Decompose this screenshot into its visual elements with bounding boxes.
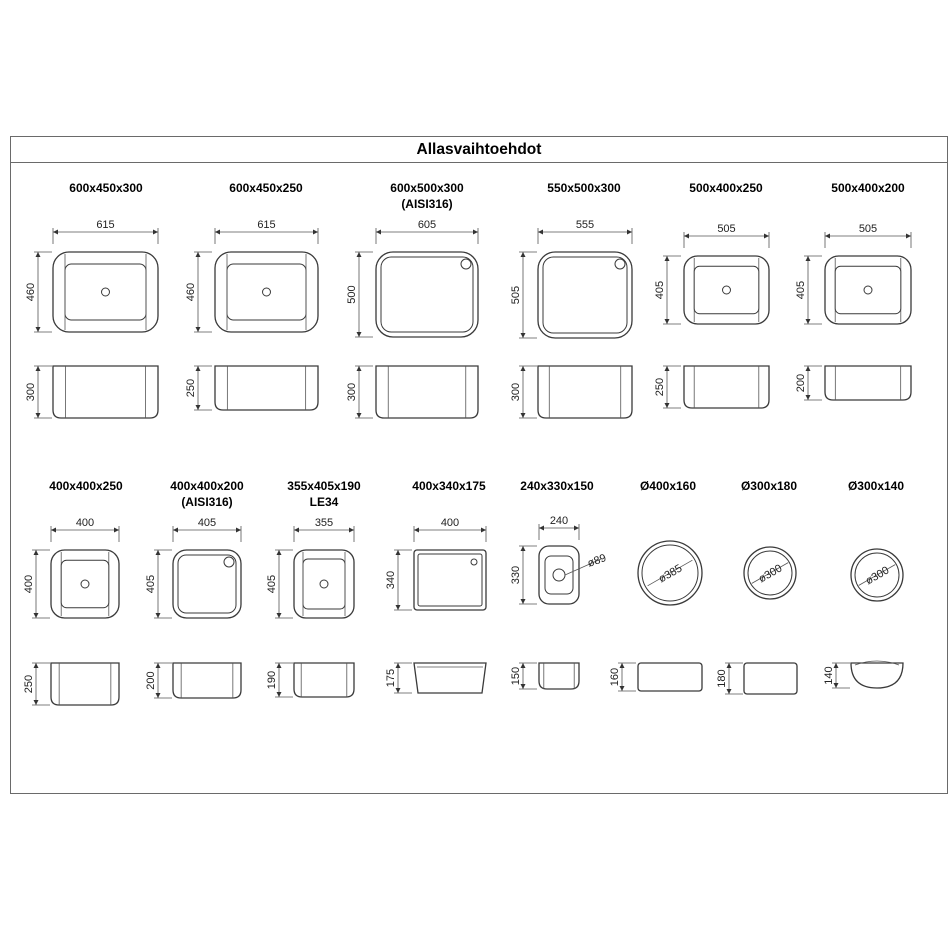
height-dimension: 180 (716, 669, 728, 688)
basin-side-view (414, 663, 486, 693)
arrow-head (277, 550, 282, 555)
sink-model-m2 (185, 181, 318, 410)
arrow-head (906, 234, 911, 239)
arrow-head (481, 528, 486, 533)
model-title: 600x500x300 (390, 181, 464, 195)
sink-model-m8 (145, 479, 244, 698)
depth-dimension: 340 (385, 570, 397, 590)
arrow-head (396, 663, 401, 668)
depth-dimension: 505 (510, 285, 522, 305)
sink-model-m5 (654, 181, 769, 408)
arrow-head (627, 230, 632, 235)
arrow-head (357, 252, 362, 257)
width-dimension: 400 (440, 517, 460, 529)
arrow-head (727, 663, 732, 668)
width-dimension: 615 (96, 219, 115, 231)
arrow-head (396, 550, 401, 555)
arrow-head (727, 689, 732, 694)
arrow-head (156, 663, 161, 668)
arrow-head (36, 327, 41, 332)
depth-dimension: 330 (510, 565, 522, 585)
arrow-head (665, 319, 670, 324)
height-dimension: 300 (346, 382, 358, 402)
sink-model-m4 (510, 181, 632, 418)
arrow-head (376, 230, 381, 235)
width-dimension: 605 (417, 219, 437, 231)
height-dimension: 150 (510, 666, 522, 686)
arrow-head (196, 252, 201, 257)
arrow-head (294, 528, 299, 533)
basin-side-view (215, 366, 318, 410)
arrow-head (215, 230, 220, 235)
arrow-head (806, 395, 811, 400)
model-title: Ø400x160 (639, 479, 697, 493)
sink-model-m14 (823, 479, 904, 688)
arrow-head (114, 528, 119, 533)
basin-side-view (294, 663, 354, 697)
arrow-head (173, 528, 178, 533)
arrow-head (521, 252, 526, 257)
width-dimension: 505 (717, 223, 736, 235)
arrow-head (34, 663, 39, 668)
width-dimension: 615 (257, 219, 276, 231)
model-title: 400x400x250 (49, 479, 123, 493)
height-dimension: 250 (185, 378, 197, 398)
sink-model-m9 (266, 479, 361, 697)
arrow-head (806, 256, 811, 261)
arrow-head (806, 319, 811, 324)
arrow-head (665, 256, 670, 261)
basin-side-view (538, 366, 632, 418)
sink-model-m1 (25, 181, 158, 418)
arrow-head (665, 403, 670, 408)
basin-side-view (825, 366, 911, 400)
arrow-head (349, 528, 354, 533)
arrow-head (825, 234, 830, 239)
arrow-head (357, 366, 362, 371)
arrow-head (357, 413, 362, 418)
height-dimension: 250 (23, 674, 35, 694)
sink-model-m7 (23, 479, 123, 705)
height-dimension: 300 (25, 382, 37, 402)
height-dimension: 250 (654, 377, 666, 397)
basin-side-view (173, 663, 241, 698)
basin-top-outline (173, 550, 241, 618)
arrow-head (521, 599, 526, 604)
arrow-head (538, 230, 543, 235)
height-dimension: 160 (609, 667, 621, 687)
model-title: 400x400x200 (170, 479, 244, 493)
arrow-head (196, 327, 201, 332)
arrow-head (665, 366, 670, 371)
arrow-head (313, 230, 318, 235)
arrow-head (396, 605, 401, 610)
arrow-head (539, 526, 544, 531)
arrow-head (473, 230, 478, 235)
sink-model-m3 (346, 181, 478, 418)
arrow-head (277, 663, 282, 668)
arrow-head (34, 550, 39, 555)
arrow-head (277, 613, 282, 618)
model-title: 600x450x300 (69, 181, 143, 195)
model-title: 500x400x250 (689, 181, 763, 195)
width-dimension: 240 (549, 515, 569, 527)
arrow-head (53, 230, 58, 235)
arrow-head (806, 366, 811, 371)
model-title: Ø300x140 (847, 479, 905, 493)
sink-model-m13 (716, 479, 797, 694)
arrow-head (684, 234, 689, 239)
arrow-head (156, 693, 161, 698)
drain-dimension: ø89 (585, 552, 608, 570)
height-dimension: 175 (385, 668, 397, 688)
depth-dimension: 460 (185, 282, 197, 302)
arrow-head (620, 663, 625, 668)
arrow-head (36, 366, 41, 371)
arrow-head (51, 528, 56, 533)
width-dimension: 355 (314, 517, 334, 529)
basin-side-view (53, 366, 158, 418)
arrow-head (236, 528, 241, 533)
model-title: 400x340x175 (412, 479, 486, 493)
arrow-head (521, 546, 526, 551)
arrow-head (36, 413, 41, 418)
depth-dimension: 405 (654, 280, 666, 300)
basin-side-view (851, 663, 903, 688)
arrow-head (574, 526, 579, 531)
depth-dimension: 460 (25, 282, 37, 302)
model-title: 500x400x200 (831, 181, 905, 195)
arrow-head (396, 688, 401, 693)
depth-dimension: 405 (145, 574, 157, 594)
diameter-dimension: ø300 (756, 562, 785, 586)
basin-side-view (744, 663, 797, 694)
arrow-head (521, 366, 526, 371)
depth-dimension: 500 (346, 285, 358, 304)
model-title: 550x500x300 (547, 181, 621, 195)
arrow-head (414, 528, 419, 533)
height-dimension: 200 (145, 671, 157, 690)
basin-top-outline (376, 252, 478, 337)
height-dimension: 140 (823, 666, 835, 685)
sink-model-m11 (510, 479, 608, 689)
depth-dimension: 405 (266, 574, 278, 594)
arrow-head (764, 234, 769, 239)
sheet-title: Allasvaihtoehdot (11, 137, 947, 163)
model-title: 240x330x150 (520, 479, 594, 493)
sink-model-m6 (795, 181, 911, 400)
basin-side-view (376, 366, 478, 418)
width-dimension: 555 (575, 219, 595, 231)
basin-side-view (51, 663, 119, 705)
arrow-head (156, 613, 161, 618)
width-dimension: 505 (858, 223, 878, 235)
width-dimension: 400 (75, 517, 95, 529)
model-title: LE34 (309, 495, 339, 509)
arrow-head (196, 366, 201, 371)
width-dimension: 405 (197, 517, 217, 529)
arrow-head (521, 413, 526, 418)
arrow-head (357, 332, 362, 337)
arrow-head (521, 333, 526, 338)
sink-model-m10 (385, 479, 486, 693)
sink-model-m12 (609, 479, 702, 691)
arrow-head (196, 405, 201, 410)
basin-top-outline (538, 252, 632, 338)
arrow-head (34, 613, 39, 618)
diameter-dimension: ø300 (863, 564, 892, 588)
depth-dimension: 400 (23, 574, 35, 594)
height-dimension: 300 (510, 382, 522, 402)
depth-dimension: 405 (795, 280, 807, 300)
model-title: 600x450x250 (229, 181, 303, 195)
model-title: (AISI316) (401, 197, 453, 211)
arrow-head (153, 230, 158, 235)
model-title: Ø300x180 (740, 479, 798, 493)
model-title: (AISI316) (181, 495, 233, 509)
arrow-head (34, 700, 39, 705)
basin-side-view (638, 663, 702, 691)
arrow-head (156, 550, 161, 555)
basin-side-view (684, 366, 769, 408)
arrow-head (36, 252, 41, 257)
diameter-dimension: ø385 (656, 562, 685, 586)
basin-side-view (539, 663, 579, 689)
height-dimension: 200 (795, 373, 807, 393)
arrow-head (277, 692, 282, 697)
model-title: 355x405x190 (287, 479, 361, 493)
height-dimension: 190 (266, 670, 278, 690)
